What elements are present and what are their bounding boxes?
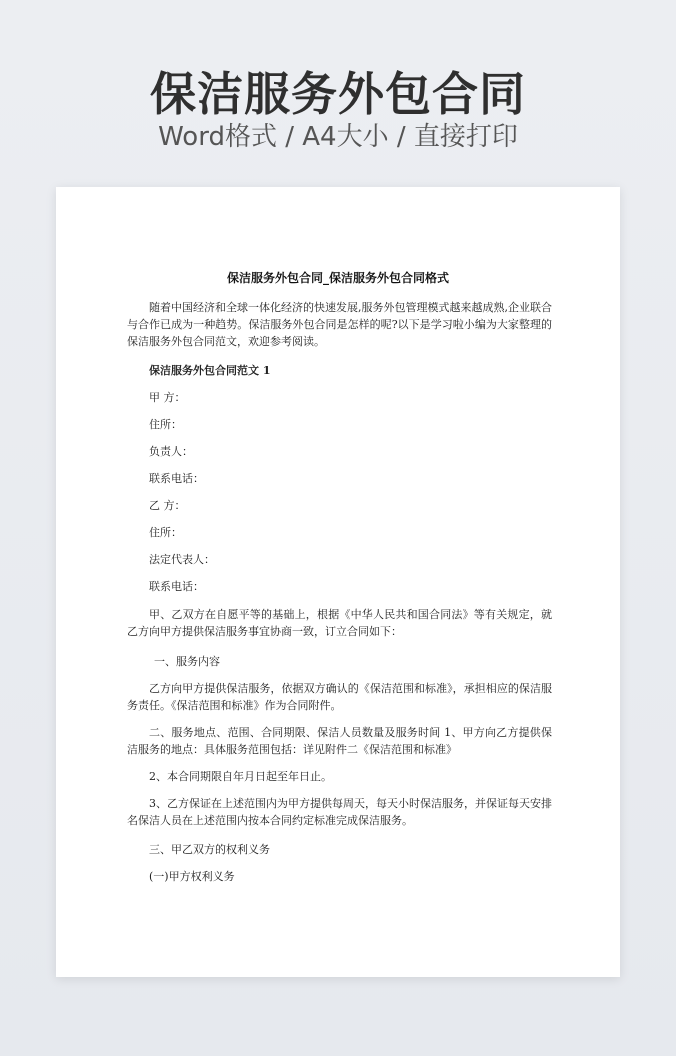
clause2-item2: 2、本合同期限自年月日起至年日止。 [149, 770, 332, 783]
clause1-paragraph: 乙方向甲方提供保洁服务，依据双方确认的《保洁范围和标准》，承担相应的保洁服务责任。《保洁范围和标准》作为合同附件。 [127, 682, 552, 712]
agreement-paragraph: 甲、乙双方在自愿平等的基础上，根据《中华人民共和国合同法》等有关规定，就乙方向甲方提供保洁服务事宜协商一致，订立合同如下： [127, 608, 552, 638]
phone-b-label: 联系电话： [149, 580, 204, 593]
clause3-subheading: (一)甲方权利义务 [149, 870, 235, 883]
responsible-label: 负责人： [149, 445, 193, 458]
page-title: 保洁服务外包合同 [150, 67, 526, 121]
intro-paragraph: 随着中国经济和全球一体化经济的快速发展,服务外包管理模式越来越成熟,企业联合与合作已成为一种趋势。保洁服务外包合同是怎样的呢?以下是学习啦小编为大家整理的保洁服务外包合同范文，欢迎参考阅读。 [127, 301, 552, 348]
document-page [56, 187, 620, 977]
clause1-heading: 一、服务内容 [154, 655, 220, 668]
clause2-paragraph: 二、服务地点、范围、合同期限、保洁人员数量及服务时间 1、甲方向乙方提供保洁服务的地点：具体服务范围包括：详见附件二《保洁范围和标准》 [127, 726, 552, 756]
clause3-heading: 三、甲乙双方的权利义务 [149, 843, 270, 856]
address-b-label: 住所： [149, 526, 182, 539]
party-b-label: 乙 方： [149, 499, 186, 512]
address-a-label: 住所： [149, 418, 182, 431]
legal-rep-label: 法定代表人： [149, 553, 215, 566]
party-a-label: 甲 方： [149, 391, 186, 404]
document-title: 保洁服务外包合同_保洁服务外包合同格式 [226, 271, 449, 285]
page-subtitle: Word格式 / A4大小 / 直接打印 [158, 122, 518, 152]
phone-a-label: 联系电话： [149, 472, 204, 485]
section-heading: 保洁服务外包合同范文 1 [149, 364, 271, 377]
clause2-item3: 3、乙方保证在上述范围内为甲方提供每周天，每天小时保洁服务，并保证每天安排名保洁人员在上述范围内按本合同约定标准完成保洁服务。 [127, 797, 552, 827]
